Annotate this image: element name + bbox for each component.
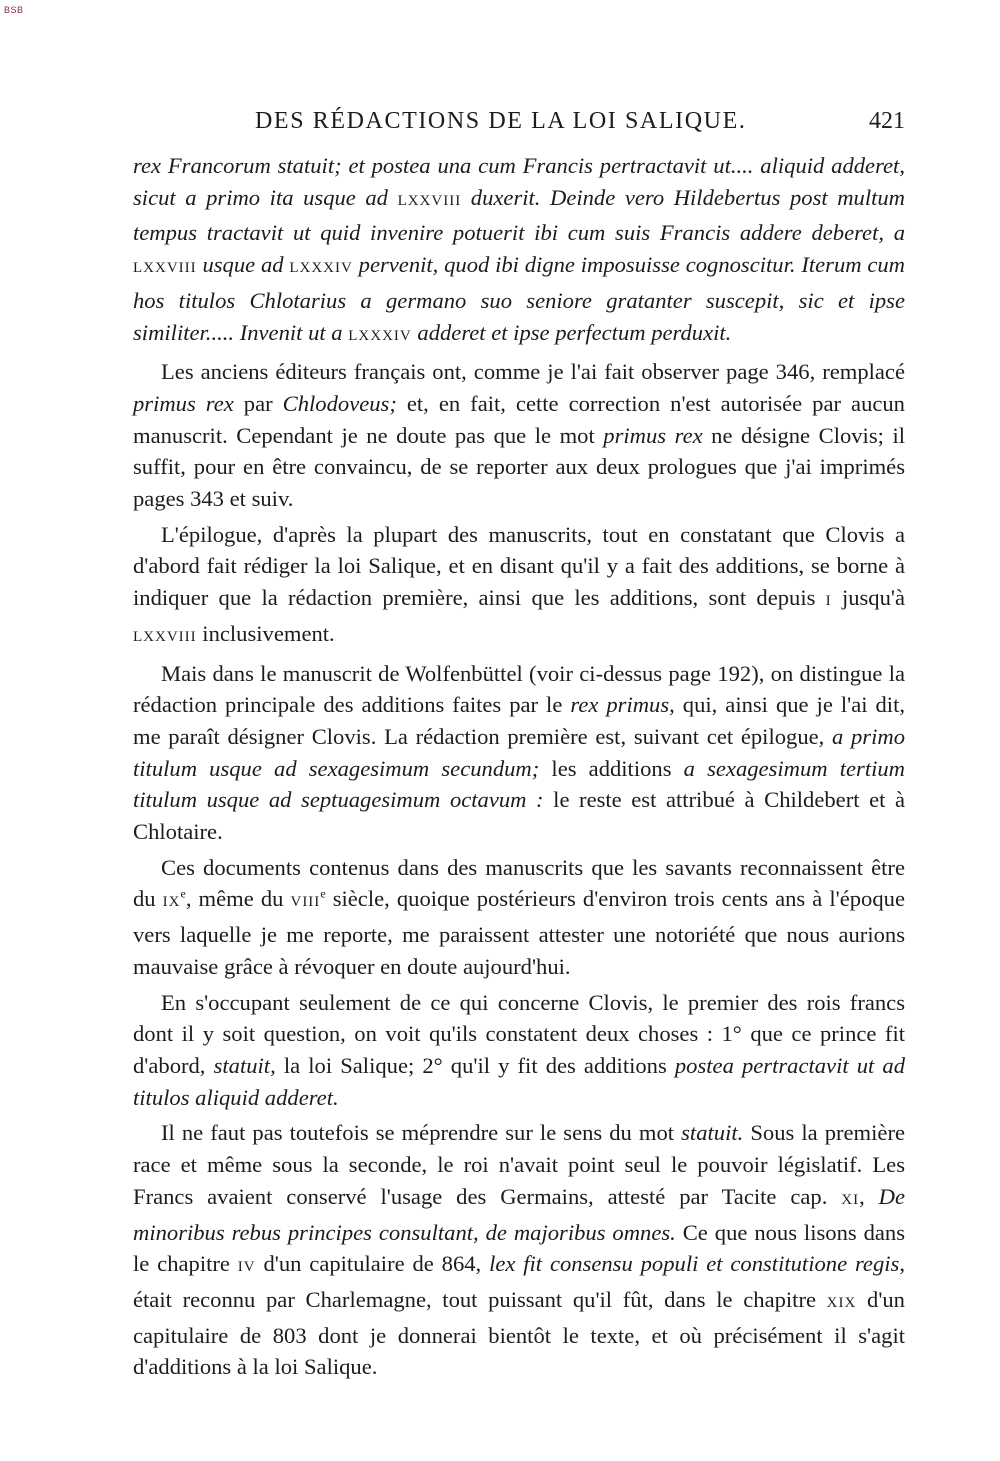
roman-numeral: XI (841, 1191, 860, 1208)
running-title: DES RÉDACTIONS DE LA LOI SALIQUE. (255, 108, 747, 134)
roman-numeral: IX (162, 894, 181, 911)
text-run: , (859, 1183, 879, 1209)
text-run: Sous la première race et même sous la seconde, le roi n'avait point seul le pouvoir législatif. Les Francs avaient conservé l'usage des Germains, attesté par Tacite cap. (133, 1120, 905, 1209)
text-run: En s'occupant seulement de ce qui concerne Clovis, le premier des rois francs dont il y soit question, on voit qu'ils constatent deux choses : 1° que ce prince fit d'abord, (133, 989, 905, 1078)
text-run: Ces documents contenus dans des manuscrits que les savants reconnaissent être du (133, 854, 905, 912)
italic-run: primus rex (133, 390, 234, 416)
text-run: Les anciens éditeurs français ont, comme je l'ai fait observer page 346, remplacé (161, 359, 905, 385)
text-run: d'un capitulaire de 803 dont je donnerai bientôt le texte, et où précisément il s'agit d'additions à la loi Salique. (133, 1286, 905, 1380)
roman-numeral: LXXXIV (289, 260, 353, 277)
text-run: L'épilogue, d'après la plupart des manuscrits, tout en constatant que Clovis a d'abord fait rédiger la loi Salique, et en disant qu'il y a fait des additions, se borne à indiquer que la rédaction première, ainsi que les additions, sont depuis (133, 521, 905, 611)
text-run: Ce que nous lisons dans le chapitre (133, 1219, 906, 1277)
page-body (133, 150, 905, 1387)
text-run: Il ne faut pas toutefois se méprendre sur le sens du mot (161, 1120, 682, 1146)
paragraph-clovis (133, 987, 905, 1114)
italic-run: postea pertractavit ut ad titulos aliquid adderet. (133, 1052, 906, 1110)
superscript: e (180, 886, 186, 901)
text-run: la loi Salique; 2° qu'il y fit des additions (275, 1052, 675, 1078)
text-run: par (233, 390, 283, 416)
roman-numeral: I (825, 593, 832, 610)
italic-run: rex primus (570, 692, 670, 718)
italic-run: duxerit. Deinde vero Hildebertus post multum tempus tractavit ut quid invenire potuerit ibi cum suis Francis addere deberet, a (133, 184, 905, 246)
italic-run: rex Francorum statuit; et postea una cum Francis pertractavit ut.... aliquid adderet, sicut a primo ita usque ad (133, 153, 905, 210)
text-run: ne désigne Clovis; il suffit, pour en être convaincu, de se reporter aux deux prologues que j'ai imprimés pages 343 et suiv. (133, 422, 906, 512)
paragraph-epilogue (133, 519, 905, 654)
text-run: les additions (539, 755, 684, 781)
paragraph-wolfenbuttel (133, 658, 905, 848)
running-header (133, 108, 905, 142)
roman-numeral: LXXVIII (133, 628, 197, 645)
text-run: d'un capitulaire de 864, (255, 1251, 490, 1277)
roman-numeral: LXXXIV (348, 327, 412, 344)
italic-run: adderet et ipse perfectum perduxit. (411, 319, 732, 345)
roman-numeral: XIX (826, 1294, 857, 1311)
latin-quote-paragraph (133, 150, 905, 352)
italic-run: De minoribus rebus principes consultant, de majoribus omnes. (133, 1183, 906, 1245)
roman-numeral: LXXVIII (133, 260, 197, 277)
roman-numeral: VIII (290, 894, 321, 911)
library-watermark: BSB (4, 5, 24, 15)
text-run: , était reconnu par Charlemagne, tout puissant qu'il fût, dans le chapitre (133, 1251, 905, 1312)
italic-run: lex fit consensu populi et constitutione regis (489, 1251, 900, 1277)
text-run: jusqu'à (831, 585, 905, 611)
text-run: le reste est attribué à Childebert et à Chlotaire. (133, 787, 905, 845)
italic-run: a sexagesimum tertium titulum usque ad septuagesimum octavum : (133, 755, 905, 813)
italic-run: primus rex (603, 422, 703, 448)
roman-numeral: IV (237, 1259, 256, 1276)
paragraph-statuit (133, 1117, 905, 1383)
text-run: et, en fait, cette correction n'est autorisée par aucun manuscrit. Cependant je ne doute pas que le mot (133, 390, 905, 448)
text-run: Mais dans le manuscrit de Wolfenbüttel (voir ci-dessus page 192), on distingue la rédaction principale des additions faites par le (133, 660, 905, 718)
paragraph-editeurs (133, 356, 905, 515)
paragraph-documents (133, 852, 905, 983)
italic-run: statuit. (681, 1120, 744, 1146)
text-run: inclusivement. (196, 620, 335, 646)
italic-run: usque ad (196, 252, 290, 278)
italic-run: statuit, (213, 1052, 276, 1078)
italic-run: Chlodoveus; (282, 390, 397, 416)
superscript: e (320, 886, 326, 901)
italic-run: a primo titulum usque ad sexagesimum secundum; (133, 723, 905, 781)
italic-run: pervenit, quod ibi digne imposuisse cognoscitur. Iterum cum hos titulos Chlotarius a germano suo seniore gratanter suscepit, sic et ipse similiter..... Invenit ut a (133, 252, 905, 345)
text-run: , qui, ainsi que je l'ai dit, me paraît désigner Clovis. La rédaction première est, suivant cet épilogue, (133, 692, 906, 749)
text-run: siècle, quoique postérieurs d'environ trois cents ans à l'époque vers laquelle je me reporte, me paraissent attester une notoriété que nous aurions mauvaise grâce à révoquer en doute aujourd'hui. (133, 886, 905, 979)
roman-numeral: LXXVIII (397, 192, 462, 209)
text-run: , même du (185, 886, 291, 912)
page-number: 421 (869, 108, 905, 134)
